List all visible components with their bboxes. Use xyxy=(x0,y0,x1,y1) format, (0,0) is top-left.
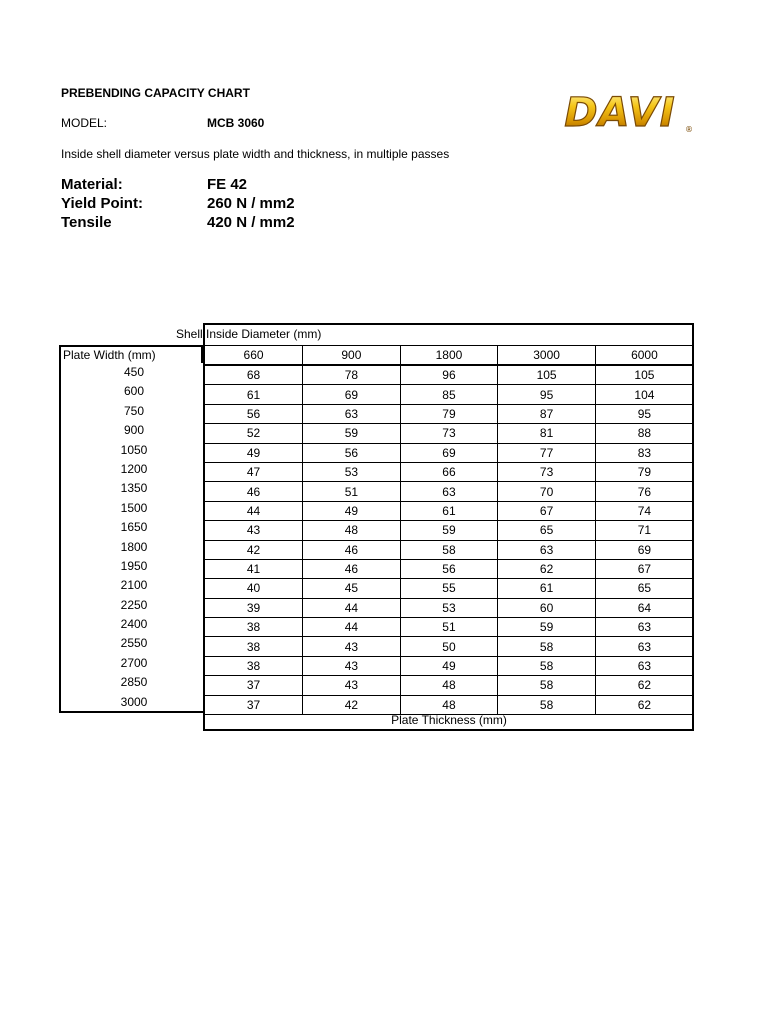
thickness-cell: 51 xyxy=(303,482,401,501)
thickness-cell: 59 xyxy=(400,521,498,540)
thickness-cell: 59 xyxy=(303,424,401,443)
diameter-header-1800: 1800 xyxy=(400,346,498,366)
capacity-table xyxy=(205,345,693,715)
thickness-cell: 63 xyxy=(498,540,596,559)
table-row xyxy=(205,695,693,714)
thickness-cell: 41 xyxy=(205,559,303,578)
table-row xyxy=(205,618,693,637)
thickness-cell: 85 xyxy=(400,385,498,404)
thickness-cell: 69 xyxy=(303,385,401,404)
thickness-cell: 44 xyxy=(205,501,303,520)
thickness-cell: 58 xyxy=(400,540,498,559)
thickness-cell: 53 xyxy=(303,462,401,481)
davi-logo xyxy=(552,86,692,136)
plate-width-cell: 1200 xyxy=(120,461,148,476)
plate-width-header: Plate Width (mm) xyxy=(59,345,203,363)
table-row xyxy=(205,424,693,443)
thickness-cell: 56 xyxy=(205,404,303,423)
table-row xyxy=(205,501,693,520)
thickness-cell: 49 xyxy=(400,656,498,675)
plate-width-cell: 2100 xyxy=(120,578,148,593)
plate-width-cell: 1350 xyxy=(120,481,148,496)
tensile-label: Tensile xyxy=(61,214,112,231)
thickness-cell: 55 xyxy=(400,579,498,598)
thickness-cell: 43 xyxy=(205,521,303,540)
plate-width-cell: 750 xyxy=(123,403,145,418)
thickness-cell: 52 xyxy=(205,424,303,443)
plate-width-cell: 2850 xyxy=(120,675,148,690)
thickness-cell: 38 xyxy=(205,618,303,637)
logo-registered-mark: ® xyxy=(685,125,693,134)
thickness-cell: 78 xyxy=(303,365,401,385)
thickness-cell: 65 xyxy=(595,579,693,598)
thickness-cell: 83 xyxy=(595,443,693,462)
thickness-cell: 77 xyxy=(498,443,596,462)
thickness-cell: 62 xyxy=(498,559,596,578)
thickness-cell: 58 xyxy=(498,637,596,656)
thickness-cell: 48 xyxy=(400,676,498,695)
thickness-cell: 73 xyxy=(400,424,498,443)
thickness-cell: 79 xyxy=(595,462,693,481)
thickness-cell: 37 xyxy=(205,676,303,695)
plate-thickness-label: Plate Thickness (mm) xyxy=(391,713,507,727)
table-row xyxy=(205,637,693,656)
thickness-cell: 64 xyxy=(595,598,693,617)
thickness-cell: 42 xyxy=(205,540,303,559)
thickness-cell: 95 xyxy=(595,404,693,423)
plate-width-column xyxy=(59,363,205,713)
table-row xyxy=(205,521,693,540)
thickness-cell: 46 xyxy=(303,540,401,559)
plate-width-cell: 1050 xyxy=(120,442,148,457)
thickness-cell: 62 xyxy=(595,695,693,714)
thickness-cell: 49 xyxy=(303,501,401,520)
thickness-cell: 73 xyxy=(498,462,596,481)
shell-diameter-label: Shell Inside Diameter (mm) xyxy=(176,327,322,341)
table-row xyxy=(205,365,693,385)
plate-width-cell: 900 xyxy=(123,423,145,438)
thickness-cell: 69 xyxy=(400,443,498,462)
table-row xyxy=(205,404,693,423)
thickness-cell: 61 xyxy=(205,385,303,404)
thickness-cell: 87 xyxy=(498,404,596,423)
thickness-cell: 44 xyxy=(303,598,401,617)
table-row xyxy=(205,579,693,598)
diameter-header-3000: 3000 xyxy=(498,346,596,366)
plate-width-cell: 2700 xyxy=(120,655,148,670)
thickness-cell: 63 xyxy=(595,637,693,656)
thickness-cell: 60 xyxy=(498,598,596,617)
table-row xyxy=(205,598,693,617)
thickness-cell: 47 xyxy=(205,462,303,481)
thickness-cell: 58 xyxy=(498,695,596,714)
plate-width-cell: 450 xyxy=(123,365,145,379)
thickness-cell: 45 xyxy=(303,579,401,598)
thickness-cell: 51 xyxy=(400,618,498,637)
thickness-cell: 58 xyxy=(498,656,596,675)
thickness-cell: 67 xyxy=(498,501,596,520)
plate-width-cell: 600 xyxy=(123,384,145,399)
diameter-header-660: 660 xyxy=(205,346,303,366)
thickness-cell: 79 xyxy=(400,404,498,423)
thickness-cell: 59 xyxy=(498,618,596,637)
thickness-cell: 49 xyxy=(205,443,303,462)
thickness-cell: 63 xyxy=(400,482,498,501)
thickness-cell: 68 xyxy=(205,365,303,385)
thickness-cell: 48 xyxy=(303,521,401,540)
plate-width-cell: 2250 xyxy=(120,597,148,612)
thickness-cell: 42 xyxy=(303,695,401,714)
thickness-cell: 46 xyxy=(205,482,303,501)
plate-width-cell: 1650 xyxy=(120,520,148,535)
thickness-cell: 37 xyxy=(205,695,303,714)
thickness-cell: 69 xyxy=(595,540,693,559)
thickness-cell: 81 xyxy=(498,424,596,443)
thickness-cell: 50 xyxy=(400,637,498,656)
material-label: Material: xyxy=(61,176,123,193)
table-row xyxy=(205,656,693,675)
thickness-cell: 105 xyxy=(498,365,596,385)
logo-text: DAVI xyxy=(564,90,676,136)
yield-point-label: Yield Point: xyxy=(61,195,143,212)
thickness-cell: 67 xyxy=(595,559,693,578)
thickness-cell: 44 xyxy=(303,618,401,637)
plate-width-cell: 1800 xyxy=(120,539,148,554)
thickness-cell: 76 xyxy=(595,482,693,501)
tensile-value: 420 N / mm2 xyxy=(207,214,295,231)
model-label: MODEL: xyxy=(61,116,108,130)
table-row xyxy=(205,559,693,578)
table-row xyxy=(205,540,693,559)
thickness-cell: 88 xyxy=(595,424,693,443)
thickness-cell: 56 xyxy=(400,559,498,578)
thickness-cell: 105 xyxy=(595,365,693,385)
thickness-cell: 65 xyxy=(498,521,596,540)
plate-width-cell: 1950 xyxy=(120,558,148,573)
thickness-cell: 61 xyxy=(498,579,596,598)
thickness-cell: 63 xyxy=(595,618,693,637)
thickness-cell: 96 xyxy=(400,365,498,385)
plate-width-cell: 1500 xyxy=(120,500,148,515)
thickness-cell: 43 xyxy=(303,656,401,675)
thickness-cell: 53 xyxy=(400,598,498,617)
thickness-cell: 63 xyxy=(303,404,401,423)
thickness-cell: 39 xyxy=(205,598,303,617)
thickness-cell: 62 xyxy=(595,676,693,695)
thickness-cell: 38 xyxy=(205,637,303,656)
thickness-cell: 66 xyxy=(400,462,498,481)
plate-width-cell: 2550 xyxy=(120,636,148,651)
page-title: PREBENDING CAPACITY CHART xyxy=(61,86,250,100)
thickness-cell: 61 xyxy=(400,501,498,520)
thickness-cell: 38 xyxy=(205,656,303,675)
thickness-cell: 95 xyxy=(498,385,596,404)
diameter-header-6000: 6000 xyxy=(595,346,693,366)
table-row xyxy=(205,443,693,462)
table-row xyxy=(205,676,693,695)
thickness-cell: 71 xyxy=(595,521,693,540)
thickness-cell: 74 xyxy=(595,501,693,520)
thickness-cell: 43 xyxy=(303,676,401,695)
thickness-cell: 58 xyxy=(498,676,596,695)
table-row xyxy=(205,482,693,501)
material-value: FE 42 xyxy=(207,176,248,193)
thickness-cell: 43 xyxy=(303,637,401,656)
thickness-cell: 104 xyxy=(595,385,693,404)
yield-point-value: 260 N / mm2 xyxy=(207,195,295,212)
thickness-cell: 40 xyxy=(205,579,303,598)
description: Inside shell diameter versus plate width and thickness, in multiple passes xyxy=(61,147,450,161)
table-row xyxy=(205,462,693,481)
thickness-cell: 48 xyxy=(400,695,498,714)
thickness-cell: 70 xyxy=(498,482,596,501)
model-value: MCB 3060 xyxy=(207,116,265,130)
thickness-cell: 56 xyxy=(303,443,401,462)
plate-width-cell: 3000 xyxy=(120,694,148,709)
plate-width-cell: 2400 xyxy=(120,617,148,632)
table-row xyxy=(205,385,693,404)
diameter-header-900: 900 xyxy=(303,346,401,366)
thickness-cell: 63 xyxy=(595,656,693,675)
thickness-cell: 46 xyxy=(303,559,401,578)
